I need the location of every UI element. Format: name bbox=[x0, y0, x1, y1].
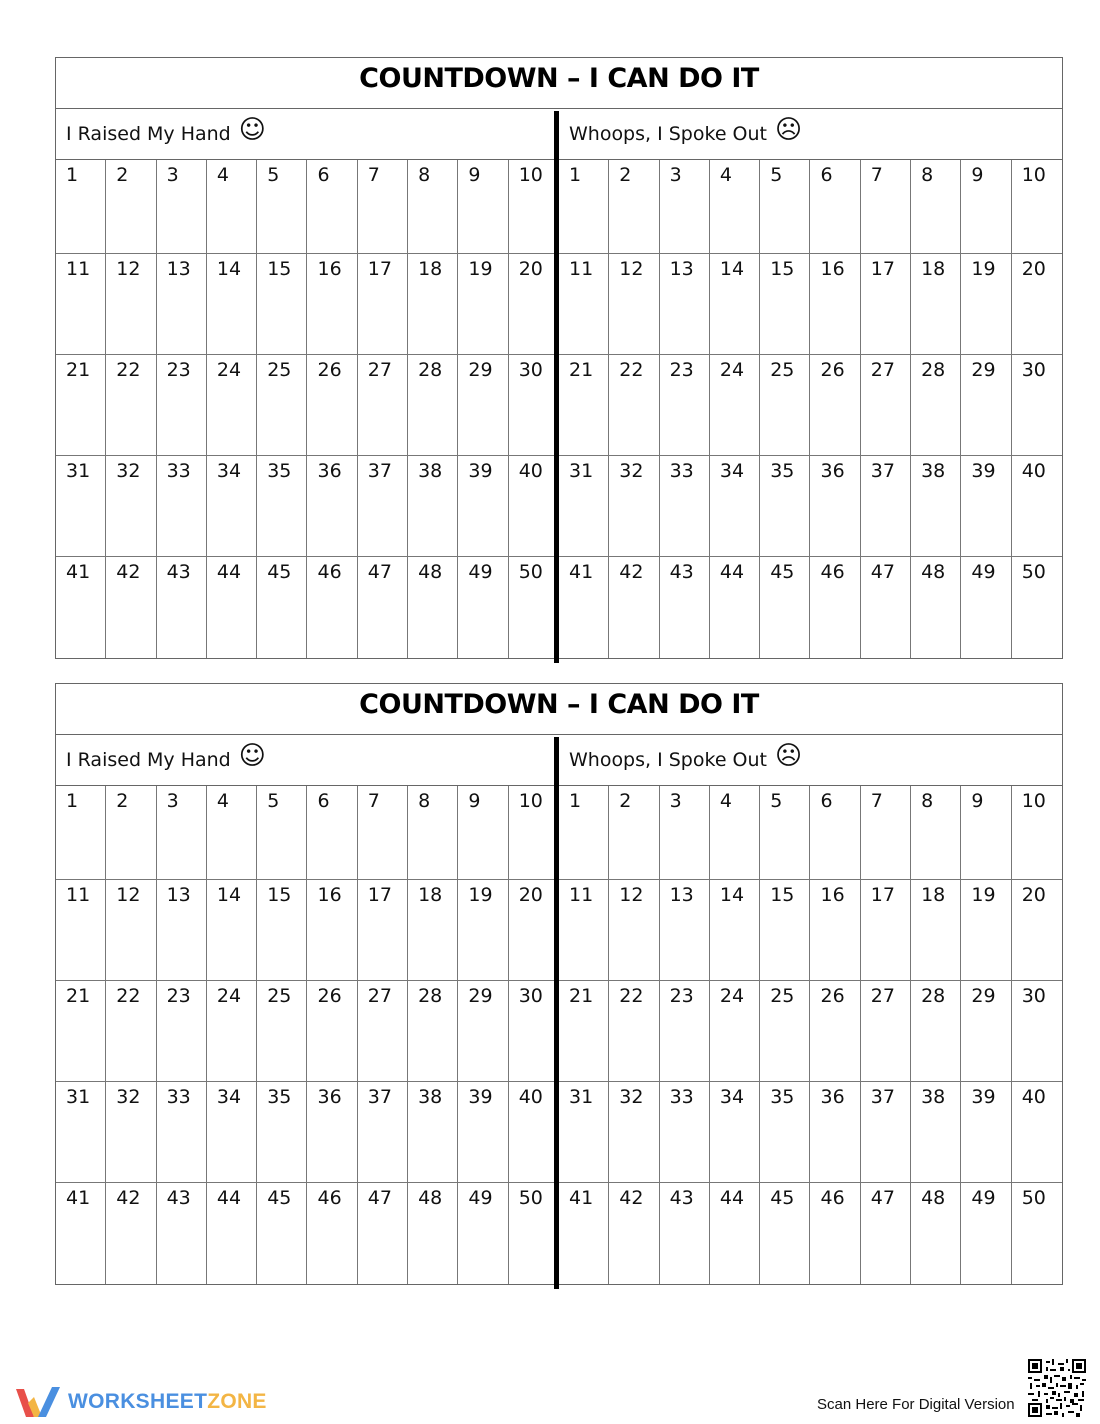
spoke-out-cell-32: 32 bbox=[609, 456, 659, 557]
raised-hand-cell-28: 28 bbox=[408, 355, 458, 456]
scan-instruction: Scan Here For Digital Version bbox=[817, 1396, 1015, 1413]
raised-hand-cell-8: 8 bbox=[408, 160, 458, 254]
raised-hand-cell-45: 45 bbox=[257, 1183, 307, 1284]
raised-hand-cell-25: 25 bbox=[257, 981, 307, 1082]
raised-hand-cell-41: 41 bbox=[56, 1183, 106, 1284]
countdown-chart-1 bbox=[55, 57, 1063, 659]
raised-hand-cell-10: 10 bbox=[509, 786, 559, 880]
spoke-out-cell-7: 7 bbox=[861, 786, 911, 880]
raised-hand-cell-6: 6 bbox=[307, 160, 357, 254]
spoke-out-cell-9: 9 bbox=[961, 160, 1011, 254]
raised-hand-cell-28: 28 bbox=[408, 981, 458, 1082]
raised-hand-cell-33: 33 bbox=[157, 456, 207, 557]
spoke-out-cell-22: 22 bbox=[609, 981, 659, 1082]
raised-hand-cell-12: 12 bbox=[106, 254, 156, 355]
raised-hand-cell-45: 45 bbox=[257, 557, 307, 658]
spoke-out-cell-30: 30 bbox=[1012, 355, 1062, 456]
raised-hand-cell-29: 29 bbox=[458, 981, 508, 1082]
countdown-chart-2 bbox=[55, 683, 1063, 1285]
smiley-icon: ☺ bbox=[238, 115, 266, 145]
spoke-out-cell-34: 34 bbox=[710, 456, 760, 557]
raised-hand-cell-19: 19 bbox=[458, 880, 508, 981]
raised-hand-cell-39: 39 bbox=[458, 456, 508, 557]
spoke-out-cell-27: 27 bbox=[861, 981, 911, 1082]
raised-hand-cell-8: 8 bbox=[408, 786, 458, 880]
spoke-out-cell-24: 24 bbox=[710, 355, 760, 456]
spoke-out-cell-18: 18 bbox=[911, 254, 961, 355]
spoke-out-cell-35: 35 bbox=[760, 1082, 810, 1183]
raised-hand-cell-26: 26 bbox=[307, 981, 357, 1082]
raised-hand-cell-13: 13 bbox=[157, 880, 207, 981]
spoke-out-cell-21: 21 bbox=[559, 981, 609, 1082]
raised-hand-cell-25: 25 bbox=[257, 355, 307, 456]
spoke-out-cell-39: 39 bbox=[961, 456, 1011, 557]
spoke-out-cell-25: 25 bbox=[760, 981, 810, 1082]
raised-hand-cell-6: 6 bbox=[307, 786, 357, 880]
raised-hand-cell-38: 38 bbox=[408, 456, 458, 557]
raised-hand-cell-44: 44 bbox=[207, 1183, 257, 1284]
spoke-out-cell-33: 33 bbox=[660, 456, 710, 557]
smiley-icon: ☺ bbox=[238, 741, 266, 771]
spoke-out-cell-39: 39 bbox=[961, 1082, 1011, 1183]
raised-hand-cell-49: 49 bbox=[458, 557, 508, 658]
raised-hand-cell-20: 20 bbox=[509, 880, 559, 981]
spoke-out-cell-26: 26 bbox=[810, 981, 860, 1082]
spoke-out-cell-42: 42 bbox=[609, 1183, 659, 1284]
spoke-out-cell-37: 37 bbox=[861, 1082, 911, 1183]
raised-hand-cell-9: 9 bbox=[458, 160, 508, 254]
spoke-out-cell-5: 5 bbox=[760, 786, 810, 880]
spoke-out-cell-19: 19 bbox=[961, 254, 1011, 355]
raised-hand-cell-42: 42 bbox=[106, 557, 156, 658]
raised-hand-cell-14: 14 bbox=[207, 254, 257, 355]
spoke-out-cell-41: 41 bbox=[559, 557, 609, 658]
raised-hand-cell-34: 34 bbox=[207, 1082, 257, 1183]
spoke-out-cell-50: 50 bbox=[1021, 1187, 1046, 1209]
raised-hand-cell-43: 43 bbox=[157, 557, 207, 658]
raised-hand-cell-42: 42 bbox=[106, 1183, 156, 1284]
spoke-out-cell-6: 6 bbox=[810, 786, 860, 880]
spoke-out-cell-32: 32 bbox=[609, 1082, 659, 1183]
raised-hand-cell-26: 26 bbox=[307, 355, 357, 456]
raised-hand-cell-41: 41 bbox=[56, 557, 106, 658]
raised-hand-cell-38: 38 bbox=[408, 1082, 458, 1183]
raised-hand-cell-1: 1 bbox=[56, 786, 106, 880]
spoke-out-cell-43: 43 bbox=[660, 557, 710, 658]
spoke-out-cell-23: 23 bbox=[660, 981, 710, 1082]
spoke-out-cell-24: 24 bbox=[710, 981, 760, 1082]
raised-hand-cell-36: 36 bbox=[307, 456, 357, 557]
spoke-out-cell-10: 10 bbox=[1012, 786, 1062, 880]
spoke-out-cell-14: 14 bbox=[710, 880, 760, 981]
raised-hand-cell-15: 15 bbox=[257, 254, 307, 355]
spoke-out-cell-4: 4 bbox=[710, 786, 760, 880]
spoke-out-cell-13: 13 bbox=[660, 880, 710, 981]
raised-hand-cell-7: 7 bbox=[358, 160, 408, 254]
spoke-out-cell-14: 14 bbox=[710, 254, 760, 355]
spoke-out-cell-46: 46 bbox=[810, 1183, 860, 1284]
spoke-out-cell-2: 2 bbox=[609, 786, 659, 880]
frowny-icon: ☹ bbox=[775, 741, 803, 771]
raised-hand-cell-16: 16 bbox=[307, 880, 357, 981]
raised-hand-cell-37: 37 bbox=[358, 456, 408, 557]
raised-hand-cell-48: 48 bbox=[408, 557, 458, 658]
spoke-out-cell-30: 30 bbox=[1012, 981, 1062, 1082]
raised-hand-cell-12: 12 bbox=[106, 880, 156, 981]
spoke-out-cell-27: 27 bbox=[861, 355, 911, 456]
spoke-out-cell-3: 3 bbox=[660, 786, 710, 880]
spoke-out-cell-44: 44 bbox=[710, 1183, 760, 1284]
raised-hand-cell-34: 34 bbox=[207, 456, 257, 557]
raised-hand-cell-2: 2 bbox=[106, 786, 156, 880]
spoke-out-cell-4: 4 bbox=[710, 160, 760, 254]
raised-hand-cell-49: 49 bbox=[458, 1183, 508, 1284]
spoke-out-label: Whoops, I Spoke Out bbox=[568, 749, 767, 771]
raised-hand-cell-10: 10 bbox=[509, 160, 559, 254]
brand-name-part1: WORKSHEET bbox=[68, 1390, 208, 1413]
raised-hand-cell-11: 11 bbox=[56, 254, 106, 355]
spoke-out-cell-40: 40 bbox=[1012, 1082, 1062, 1183]
raised-hand-cell-32: 32 bbox=[106, 1082, 156, 1183]
raised-hand-cell-30: 30 bbox=[509, 355, 559, 456]
spoke-out-cell-1: 1 bbox=[559, 160, 609, 254]
spoke-out-cell-8: 8 bbox=[911, 160, 961, 254]
raised-hand-cell-37: 37 bbox=[358, 1082, 408, 1183]
brand-name-part2: ZONE bbox=[207, 1390, 267, 1413]
center-divider bbox=[554, 111, 559, 663]
spoke-out-cell-19: 19 bbox=[961, 880, 1011, 981]
raised-hand-cell-47: 47 bbox=[358, 1183, 408, 1284]
spoke-out-cell-18: 18 bbox=[911, 880, 961, 981]
spoke-out-cell-38: 38 bbox=[911, 456, 961, 557]
raised-hand-cell-50: 50 bbox=[509, 557, 559, 658]
spoke-out-cell-36: 36 bbox=[810, 456, 860, 557]
spoke-out-cell-46: 46 bbox=[810, 557, 860, 658]
spoke-out-cell-22: 22 bbox=[609, 355, 659, 456]
raised-hand-cell-32: 32 bbox=[106, 456, 156, 557]
spoke-out-cell-16: 16 bbox=[810, 880, 860, 981]
raised-hand-cell-50: 50 bbox=[509, 1183, 559, 1284]
chart-title: COUNTDOWN – I CAN DO IT bbox=[56, 684, 1062, 735]
raised-hand-cell-43: 43 bbox=[157, 1183, 207, 1284]
raised-hand-cell-24: 24 bbox=[207, 355, 257, 456]
raised-hand-cell-5: 5 bbox=[257, 786, 307, 880]
raised-hand-cell-47: 47 bbox=[358, 557, 408, 658]
spoke-out-header bbox=[559, 735, 1062, 786]
raised-hand-cell-40: 40 bbox=[509, 456, 559, 557]
raised-hand-cell-21: 21 bbox=[56, 355, 106, 456]
spoke-out-cell-48: 48 bbox=[911, 557, 961, 658]
raised-hand-cell-20: 20 bbox=[509, 254, 559, 355]
spoke-out-cell-15: 15 bbox=[760, 880, 810, 981]
spoke-out-cell-6: 6 bbox=[810, 160, 860, 254]
brand-name bbox=[68, 1390, 267, 1414]
worksheetzone-logo bbox=[14, 1383, 267, 1421]
raised-hand-cell-4: 4 bbox=[207, 786, 257, 880]
spoke-out-cell-50: 50 bbox=[1021, 561, 1046, 583]
spoke-out-cell-49: 49 bbox=[961, 1183, 1011, 1284]
raised-hand-cell-4: 4 bbox=[207, 160, 257, 254]
raised-hand-cell-2: 2 bbox=[106, 160, 156, 254]
raised-hand-cell-7: 7 bbox=[358, 786, 408, 880]
spoke-out-cell-28: 28 bbox=[911, 981, 961, 1082]
spoke-out-cell-7: 7 bbox=[861, 160, 911, 254]
spoke-out-cell-43: 43 bbox=[660, 1183, 710, 1284]
spoke-out-cell-12: 12 bbox=[609, 254, 659, 355]
spoke-out-cell-12: 12 bbox=[609, 880, 659, 981]
spoke-out-cell-31: 31 bbox=[559, 456, 609, 557]
raised-hand-cell-40: 40 bbox=[509, 1082, 559, 1183]
raised-hand-cell-16: 16 bbox=[307, 254, 357, 355]
center-divider bbox=[554, 737, 559, 1289]
raised-hand-cell-3: 3 bbox=[157, 786, 207, 880]
spoke-out-cell-11: 11 bbox=[559, 880, 609, 981]
raised-hand-cell-14: 14 bbox=[207, 880, 257, 981]
spoke-out-cell-21: 21 bbox=[559, 355, 609, 456]
spoke-out-cell-36: 36 bbox=[810, 1082, 860, 1183]
frowny-icon: ☹ bbox=[775, 115, 803, 145]
spoke-out-cell-47: 47 bbox=[861, 1183, 911, 1284]
raised-hand-cell-31: 31 bbox=[56, 1082, 106, 1183]
spoke-out-cell-42: 42 bbox=[609, 557, 659, 658]
raised-hand-cell-9: 9 bbox=[458, 786, 508, 880]
spoke-out-cell-49: 49 bbox=[961, 557, 1011, 658]
spoke-out-cell-26: 26 bbox=[810, 355, 860, 456]
raised-hand-label: I Raised My Hand bbox=[66, 749, 231, 771]
raised-hand-cell-15: 15 bbox=[257, 880, 307, 981]
raised-hand-cell-5: 5 bbox=[257, 160, 307, 254]
spoke-out-cell-31: 31 bbox=[559, 1082, 609, 1183]
spoke-out-cell-17: 17 bbox=[861, 254, 911, 355]
spoke-out-cell-13: 13 bbox=[660, 254, 710, 355]
raised-hand-header bbox=[56, 735, 559, 786]
spoke-out-header bbox=[559, 109, 1062, 160]
raised-hand-cell-24: 24 bbox=[207, 981, 257, 1082]
spoke-out-cell-11: 11 bbox=[559, 254, 609, 355]
spoke-out-cell-29: 29 bbox=[961, 981, 1011, 1082]
raised-hand-cell-11: 11 bbox=[56, 880, 106, 981]
raised-hand-cell-23: 23 bbox=[157, 355, 207, 456]
raised-hand-cell-35: 35 bbox=[257, 456, 307, 557]
spoke-out-cell-47: 47 bbox=[861, 557, 911, 658]
raised-hand-cell-18: 18 bbox=[408, 254, 458, 355]
spoke-out-cell-2: 2 bbox=[609, 160, 659, 254]
spoke-out-cell-23: 23 bbox=[660, 355, 710, 456]
spoke-out-cell-10: 10 bbox=[1012, 160, 1062, 254]
raised-hand-cell-23: 23 bbox=[157, 981, 207, 1082]
raised-hand-label: I Raised My Hand bbox=[66, 123, 231, 145]
spoke-out-label: Whoops, I Spoke Out bbox=[568, 123, 767, 145]
raised-hand-header bbox=[56, 109, 559, 160]
spoke-out-cell-20: 20 bbox=[1012, 880, 1062, 981]
raised-hand-cell-44: 44 bbox=[207, 557, 257, 658]
raised-hand-cell-30: 30 bbox=[509, 981, 559, 1082]
worksheetzone-logo-icon bbox=[14, 1383, 62, 1421]
chart-title: COUNTDOWN – I CAN DO IT bbox=[56, 58, 1062, 109]
raised-hand-cell-3: 3 bbox=[157, 160, 207, 254]
raised-hand-cell-19: 19 bbox=[458, 254, 508, 355]
raised-hand-cell-17: 17 bbox=[358, 880, 408, 981]
spoke-out-cell-29: 29 bbox=[961, 355, 1011, 456]
qr-code-icon[interactable] bbox=[1028, 1359, 1086, 1417]
spoke-out-cell-17: 17 bbox=[861, 880, 911, 981]
raised-hand-cell-39: 39 bbox=[458, 1082, 508, 1183]
raised-hand-cell-33: 33 bbox=[157, 1082, 207, 1183]
raised-hand-cell-46: 46 bbox=[307, 557, 357, 658]
spoke-out-cell-1: 1 bbox=[559, 786, 609, 880]
raised-hand-cell-29: 29 bbox=[458, 355, 508, 456]
spoke-out-cell-38: 38 bbox=[911, 1082, 961, 1183]
raised-hand-cell-21: 21 bbox=[56, 981, 106, 1082]
spoke-out-cell-28: 28 bbox=[911, 355, 961, 456]
spoke-out-cell-48: 48 bbox=[911, 1183, 961, 1284]
raised-hand-cell-48: 48 bbox=[408, 1183, 458, 1284]
spoke-out-cell-45: 45 bbox=[760, 1183, 810, 1284]
raised-hand-cell-17: 17 bbox=[358, 254, 408, 355]
spoke-out-cell-37: 37 bbox=[861, 456, 911, 557]
raised-hand-cell-22: 22 bbox=[106, 981, 156, 1082]
spoke-out-cell-16: 16 bbox=[810, 254, 860, 355]
spoke-out-cell-9: 9 bbox=[961, 786, 1011, 880]
spoke-out-cell-3: 3 bbox=[660, 160, 710, 254]
spoke-out-cell-33: 33 bbox=[660, 1082, 710, 1183]
spoke-out-cell-20: 20 bbox=[1012, 254, 1062, 355]
spoke-out-cell-15: 15 bbox=[760, 254, 810, 355]
spoke-out-cell-25: 25 bbox=[760, 355, 810, 456]
spoke-out-cell-8: 8 bbox=[911, 786, 961, 880]
raised-hand-cell-13: 13 bbox=[157, 254, 207, 355]
raised-hand-cell-27: 27 bbox=[358, 355, 408, 456]
raised-hand-cell-1: 1 bbox=[56, 160, 106, 254]
spoke-out-cell-35: 35 bbox=[760, 456, 810, 557]
raised-hand-cell-18: 18 bbox=[408, 880, 458, 981]
raised-hand-cell-35: 35 bbox=[257, 1082, 307, 1183]
spoke-out-cell-34: 34 bbox=[710, 1082, 760, 1183]
raised-hand-cell-46: 46 bbox=[307, 1183, 357, 1284]
spoke-out-cell-40: 40 bbox=[1012, 456, 1062, 557]
raised-hand-cell-27: 27 bbox=[358, 981, 408, 1082]
raised-hand-cell-22: 22 bbox=[106, 355, 156, 456]
spoke-out-cell-41: 41 bbox=[559, 1183, 609, 1284]
raised-hand-cell-36: 36 bbox=[307, 1082, 357, 1183]
spoke-out-cell-5: 5 bbox=[760, 160, 810, 254]
spoke-out-cell-44: 44 bbox=[710, 557, 760, 658]
spoke-out-cell-45: 45 bbox=[760, 557, 810, 658]
raised-hand-cell-31: 31 bbox=[56, 456, 106, 557]
